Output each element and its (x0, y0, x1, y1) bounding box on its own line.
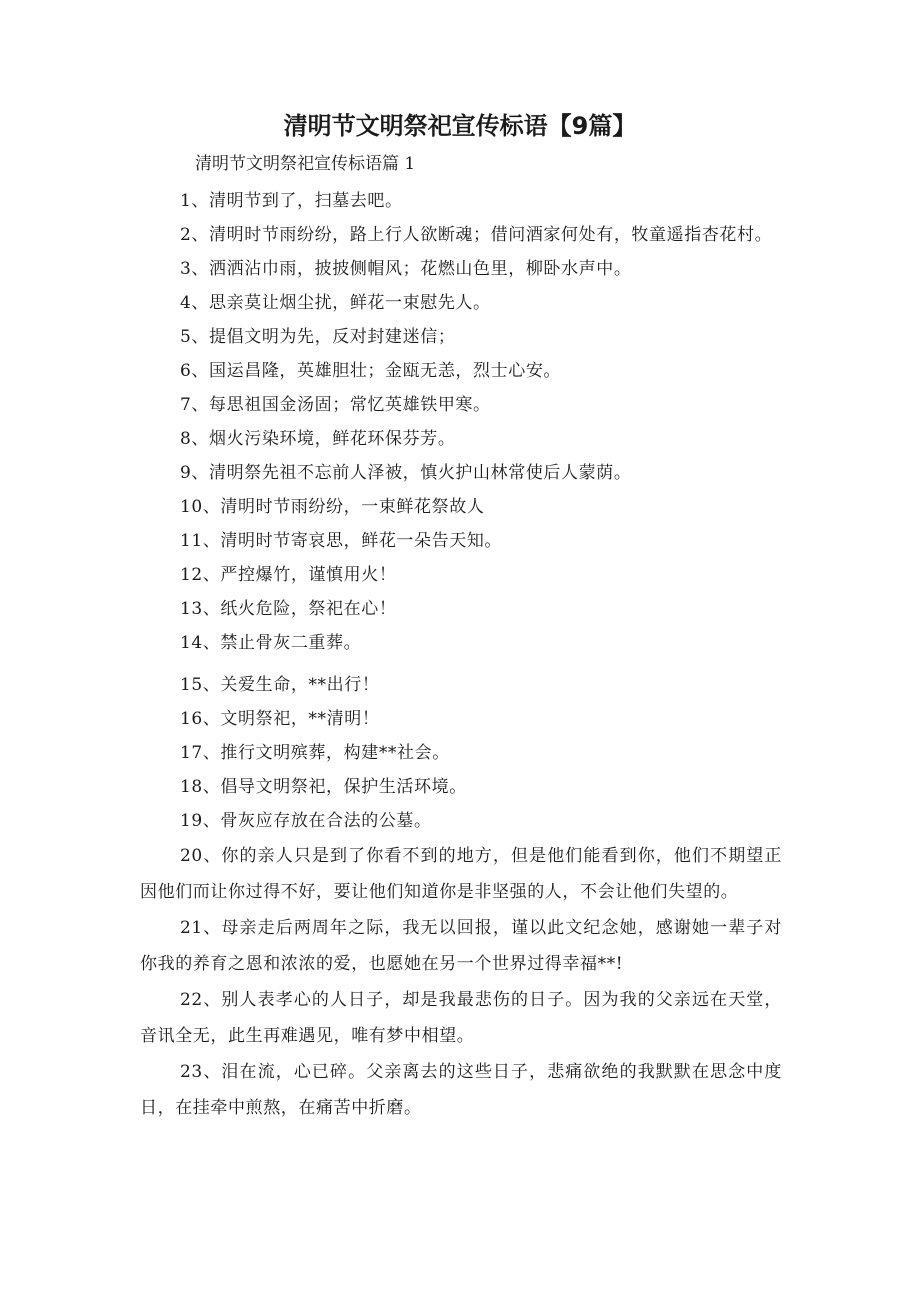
list-item: 1、清明节到了，扫墓去吧。 (180, 191, 403, 211)
list-item: 3、洒洒沾巾雨，披披侧帽风；花燃山色里，柳卧水声中。 (180, 259, 632, 279)
list-item: 23、泪在流，心已碎。父亲离去的这些日子，悲痛欲绝的我默默在思念中度日，在挂牵中煎熬，在痛苦中折磨。 (140, 1062, 782, 1118)
document-title: 清明节文明祭祀宣传标语【9篇】 (283, 112, 637, 140)
list-item: 15、关爱生命，**出行！ (180, 675, 380, 695)
slogan-list (140, 184, 782, 1126)
list-item: 18、倡导文明祭祀，保护生活环境。 (180, 777, 467, 797)
section-subtitle: 清明节文明祭祀宣传标语篇 1 (195, 154, 416, 174)
list-item: 13、纸火危险，祭祀在心！ (180, 599, 397, 619)
list-item: 22、别人表孝心的人日子，却是我最悲伤的日子。因为我的父亲远在天堂，音讯全无，此生再难遇见，唯有梦中相望。 (140, 990, 782, 1046)
list-item: 8、烟火污染环境，鲜花环保芬芳。 (180, 429, 456, 449)
list-item: 21、母亲走后两周年之际，我无以回报，谨以此文纪念她，感谢她一辈子对你我的养育之恩和浓浓的爱，也愿她在另一个世界过得幸福**! (140, 918, 782, 974)
list-item: 12、严控爆竹，谨慎用火！ (180, 565, 397, 585)
list-item: 14、禁止骨灰二重葬。 (180, 633, 362, 653)
list-item: 11、清明时节寄哀思，鲜花一朵告天知。 (180, 531, 503, 551)
list-item: 9、清明祭先祖不忘前人泽被，慎火护山林常使后人蒙荫。 (180, 463, 632, 483)
list-item: 2、清明时节雨纷纷，路上行人欲断魂；借问酒家何处有，牧童遥指杏花村。 (180, 225, 773, 245)
list-item: 16、文明祭祀，**清明！ (180, 709, 380, 729)
list-item: 10、清明时节雨纷纷，一束鲜花祭故人 (180, 497, 485, 517)
list-item: 7、每思祖国金汤固；常忆英雄铁甲寒。 (180, 395, 491, 415)
list-item: 6、国运昌隆，英雄胆壮；金瓯无恙，烈士心安。 (180, 361, 562, 381)
list-item: 4、思亲莫让烟尘扰，鲜花一束慰先人。 (180, 293, 491, 313)
list-item: 20、你的亲人只是到了你看不到的地方，但是他们能看到你，他们不期望正因他们而让你过得不好，要让他们知道你是非坚强的人，不会让他们失望的。 (140, 846, 782, 902)
list-item: 19、骨灰应存放在合法的公墓。 (180, 811, 432, 831)
list-item: 5、提倡文明为先，反对封建迷信； (180, 327, 456, 347)
list-item: 17、推行文明殡葬，构建**社会。 (180, 743, 450, 763)
